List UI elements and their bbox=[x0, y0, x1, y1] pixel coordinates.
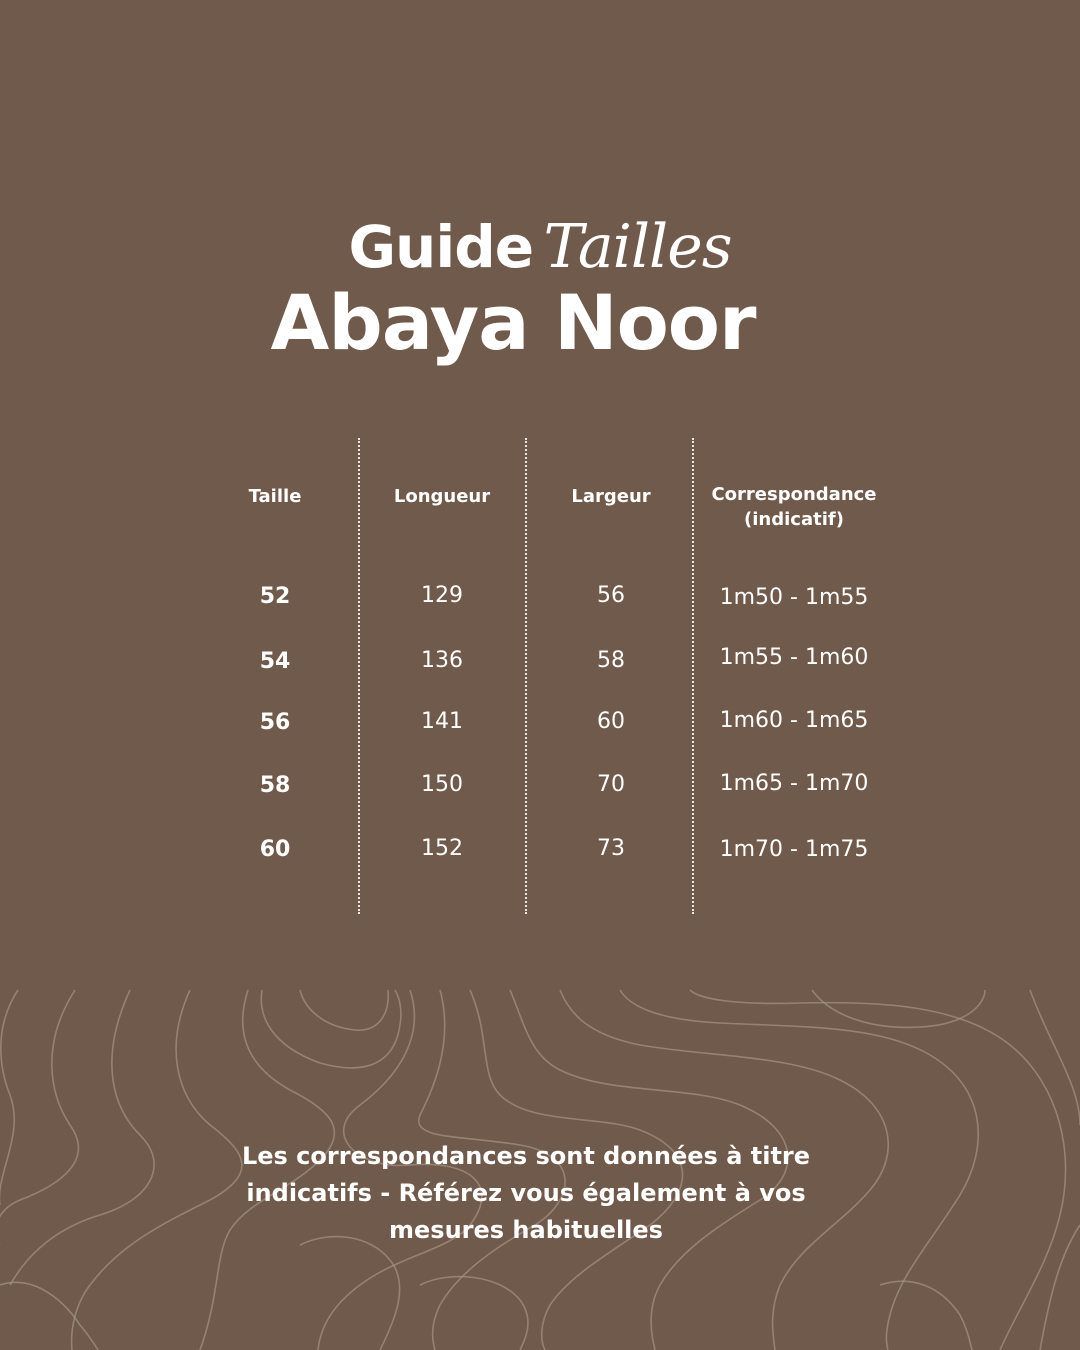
contour-line bbox=[261, 990, 401, 1068]
table-cell-correspondance: 1m70 - 1m75 bbox=[719, 837, 869, 862]
table-cell-largeur: 58 bbox=[597, 648, 625, 673]
table-cell-longueur: 136 bbox=[421, 648, 463, 673]
contour-line bbox=[880, 1281, 972, 1350]
contour-line bbox=[0, 990, 78, 1245]
table-cell-taille: 60 bbox=[259, 837, 291, 862]
column-divider bbox=[358, 438, 360, 914]
table-cell-largeur: 56 bbox=[597, 583, 625, 608]
title-guide: Guide bbox=[348, 213, 534, 281]
table-cell-taille: 56 bbox=[259, 710, 291, 735]
contour-line bbox=[10, 990, 154, 1285]
contour-line bbox=[812, 990, 985, 1027]
table-cell-longueur: 150 bbox=[421, 772, 463, 797]
table-cell-correspondance: 1m50 - 1m55 bbox=[719, 585, 869, 610]
table-cell-correspondance: 1m65 - 1m70 bbox=[719, 771, 869, 796]
contour-line bbox=[300, 990, 388, 1030]
table-cell-longueur: 141 bbox=[421, 709, 463, 734]
contour-line bbox=[1040, 1225, 1080, 1350]
table-cell-correspondance: 1m55 - 1m60 bbox=[719, 645, 869, 670]
table-cell-largeur: 73 bbox=[597, 836, 625, 861]
table-cell-taille: 52 bbox=[259, 584, 291, 609]
contour-line bbox=[1030, 990, 1080, 1125]
table-cell-longueur: 129 bbox=[421, 583, 463, 608]
table-cell-correspondance: 1m60 - 1m65 bbox=[719, 708, 869, 733]
column-divider bbox=[692, 438, 694, 914]
contour-line bbox=[0, 1282, 98, 1350]
table-cell-taille: 58 bbox=[259, 773, 291, 798]
contour-line bbox=[0, 990, 18, 1205]
table-cell-largeur: 70 bbox=[597, 772, 625, 797]
footnote: Les correspondances sont données à titre indicatifs - Référez vous également à vos mesures habituelles bbox=[241, 1142, 811, 1244]
table-cell-largeur: 60 bbox=[597, 709, 625, 734]
title-line-1 bbox=[0, 212, 1080, 282]
title-tailles: Tailles bbox=[543, 212, 732, 282]
header-taille: Taille bbox=[248, 486, 302, 507]
header-longueur: Longueur bbox=[393, 486, 491, 507]
table-cell-taille: 54 bbox=[259, 649, 291, 674]
table-cell-longueur: 152 bbox=[421, 836, 463, 861]
column-divider bbox=[525, 438, 527, 914]
header-largeur: Largeur bbox=[571, 486, 651, 507]
product-title: Abaya Noor bbox=[270, 278, 756, 367]
header-correspondance: Correspondance (indicatif) bbox=[711, 484, 877, 530]
